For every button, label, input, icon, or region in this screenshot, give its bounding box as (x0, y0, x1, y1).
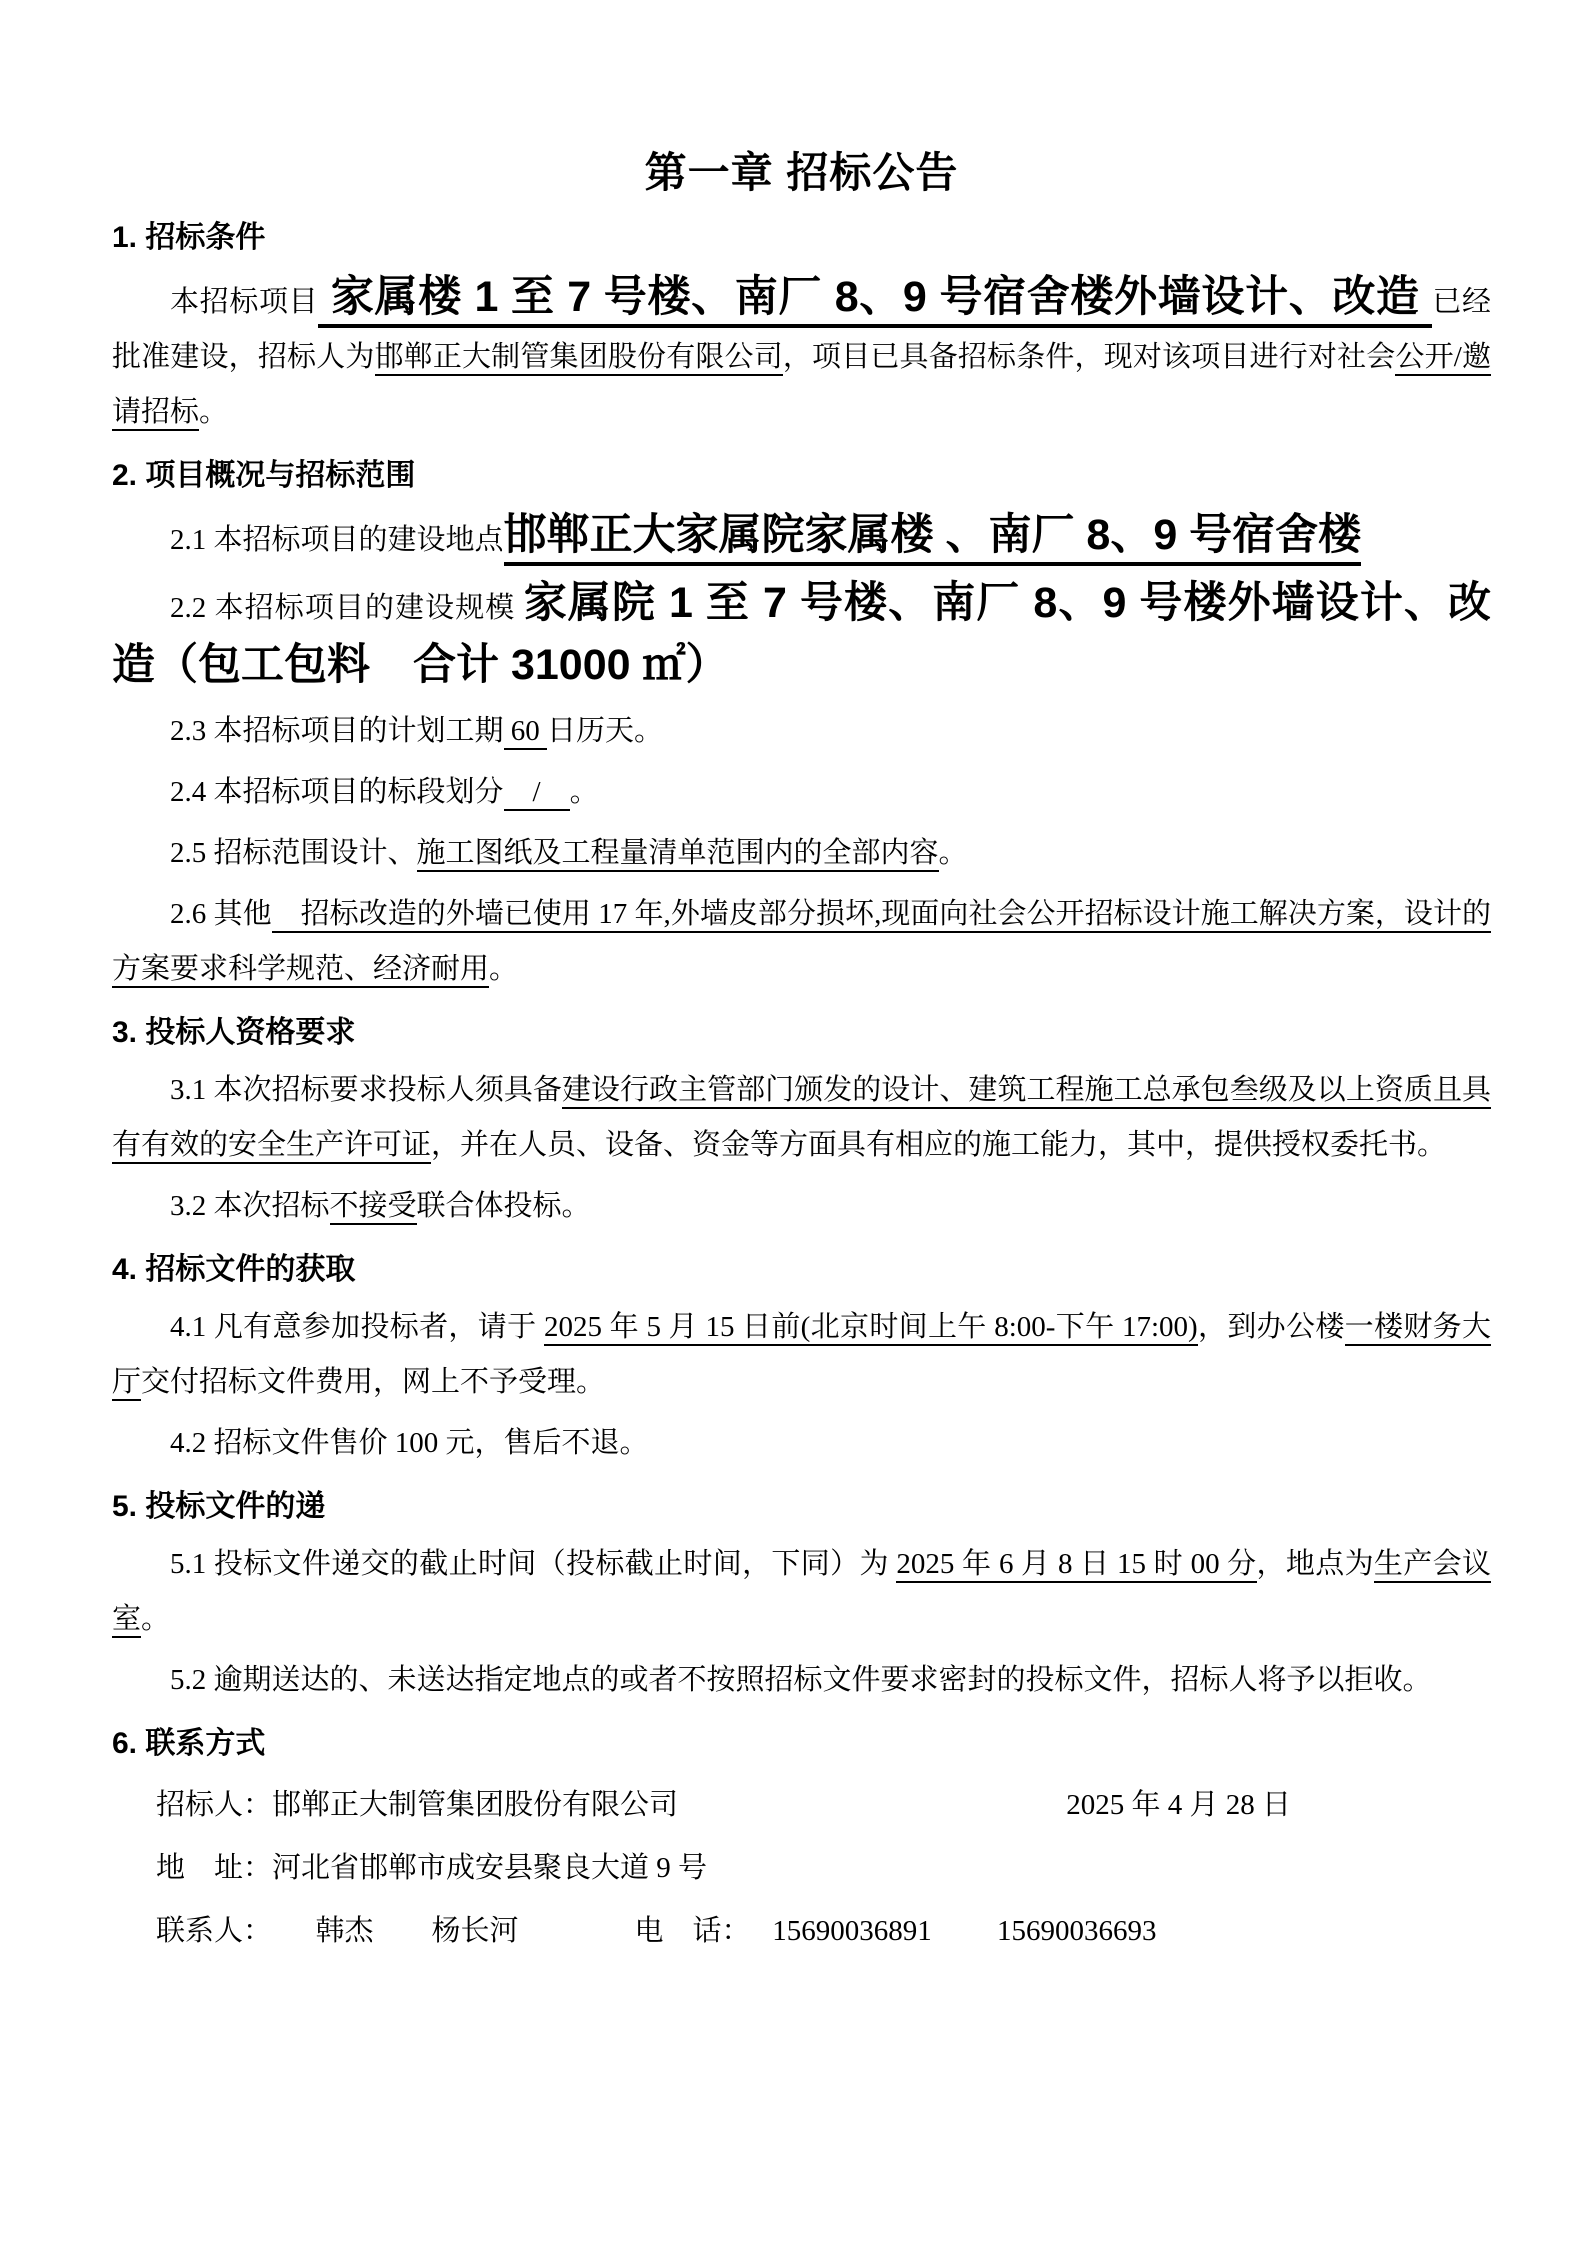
section-heading-6: 6. 联系方式 (112, 1727, 266, 1760)
clause-2-6 (112, 887, 1491, 997)
underlined-text: 2025 年 5 月 15 日前(北京时间上午 8:00-下午 17:00) (544, 1311, 1198, 1346)
text-run: 日历天。 (547, 715, 664, 747)
underlined-text: / (504, 776, 570, 811)
underlined-text: 2025 年 6 月 8 日 15 时 00 分 (896, 1548, 1256, 1583)
clause-2-1 (112, 506, 1491, 568)
text-run: 3.2 本次招标 (170, 1190, 330, 1222)
clause-2-2 (112, 574, 1491, 698)
text-run: 2.3 本招标项目的计划工期 (170, 715, 504, 747)
clause-2-3 (112, 704, 1491, 759)
text-run: 5.1 投标文件递交的截止时间（投标截止时间，下同）为 (170, 1548, 897, 1580)
clause-3-2 (112, 1179, 1491, 1234)
text-run: 2.1 本招标项目的建设地点 (170, 524, 504, 556)
text-run: 4.2 招标文件售价 100 元，售后不退。 (170, 1427, 649, 1459)
clause-4-1 (112, 1300, 1491, 1410)
text-run: ，并在人员、设备、资金等方面具有相应的施工能力，其中，提供授权委托书。 (431, 1129, 1447, 1161)
underlined-text: 60 (504, 715, 548, 750)
section-heading-4: 4. 招标文件的获取 (112, 1253, 356, 1286)
document-body (112, 216, 1491, 1959)
text-run: 2.5 招标范围设计、 (170, 837, 417, 869)
clause-1-intro (112, 268, 1491, 440)
text-run: ，到办公楼 (1197, 1311, 1345, 1343)
text-run: 地 址：河北省邯郸市成安县聚良大道 9 号 (156, 1852, 708, 1884)
clause-3-1 (112, 1063, 1491, 1173)
text-run: 5.2 逾期送达的、未送达指定地点的或者不按照招标文件要求密封的投标文件，招标人将予以拒收。 (170, 1664, 1432, 1696)
underlined-text: 招标改造的外墙已使用 17 年,外墙皮部分损坏,现面向社会公开招标设计施工解决方案，设计的方案要求科学规范、经济耐用 (112, 898, 1491, 988)
announcement-date: 2025 年 4 月 28 日 (1066, 1789, 1291, 1821)
page-title: 第一章 招标公告 (644, 149, 959, 196)
section-heading-3: 3. 投标人资格要求 (112, 1016, 356, 1049)
underlined-text: 不接受 (330, 1190, 417, 1225)
text-run: 。 (938, 837, 968, 869)
text-run: 已经批准建设，招标人为 (112, 286, 1491, 373)
text-run: 2.2 本招标项目的建设规模 (170, 592, 524, 624)
text-run: 3.1 本次招标要求投标人须具备 (170, 1074, 562, 1106)
text-run: ，项目已具备招标条件，现对该项目进行对社会 (782, 341, 1396, 373)
underlined-text: 建设行政主管部门颁发的设计、建筑工程施工总承包叁级及以上资质且具有有效的安全生产许可证 (112, 1074, 1491, 1164)
clause-2-4 (112, 765, 1491, 820)
underlined-text: 一楼财务大厅 (112, 1311, 1491, 1401)
text-run: 联合体投标。 (416, 1190, 591, 1222)
text-run: ，地点为 (1256, 1548, 1374, 1580)
clause-2-5 (112, 826, 1491, 881)
text-run: 。 (489, 953, 519, 985)
contact-line-address (112, 1841, 1491, 1896)
text-run: 本招标项目 (170, 286, 319, 318)
text-run: 。 (141, 1603, 171, 1635)
text-run: 。 (199, 396, 229, 428)
text-run: 2.6 其他 (170, 898, 272, 930)
text-run: 联系人： 韩杰 杨长河 电 话： 15690036891 15690036693 (156, 1915, 1157, 1947)
emphasized-text: 邯郸正大家属院家属楼 、南厂 8、9 号宿舍楼 (504, 511, 1362, 566)
underlined-text: 邯郸正大制管集团股份有限公司 (375, 341, 783, 376)
text-run: 4.1 凡有意参加投标者，请于 (170, 1311, 544, 1343)
contact-line-tenderer (112, 1778, 1491, 1833)
contact-tenderer-text: 招标人：邯郸正大制管集团股份有限公司 (156, 1789, 679, 1821)
underlined-text: 生产会议室 (112, 1548, 1491, 1638)
clause-5-1 (112, 1537, 1491, 1647)
text-run: 。 (569, 776, 599, 808)
section-heading-1: 1. 招标条件 (112, 221, 266, 254)
section-heading-5: 5. 投标文件的递 (112, 1490, 326, 1523)
text-run: 交付招标文件费用，网上不予受理。 (141, 1366, 606, 1398)
clause-5-2 (112, 1653, 1491, 1708)
emphasized-text: 家属楼 1 至 7 号楼、南厂 8、9 号宿舍楼外墙设计、改造 (318, 273, 1432, 328)
clause-4-2 (112, 1416, 1491, 1471)
text-run: 2.4 本招标项目的标段划分 (170, 776, 504, 808)
contact-line-persons (112, 1904, 1491, 1959)
underlined-text: 施工图纸及工程量清单范围内的全部内容 (417, 837, 939, 872)
emphasized-text: 家属院 1 至 7 号楼、南厂 8、9 号楼外墙设计、改造（包工包料 合计 31000 ㎡） (112, 579, 1491, 689)
underlined-text: 公开/邀请招标 (112, 341, 1491, 431)
section-heading-2: 2. 项目概况与招标范围 (112, 459, 416, 492)
